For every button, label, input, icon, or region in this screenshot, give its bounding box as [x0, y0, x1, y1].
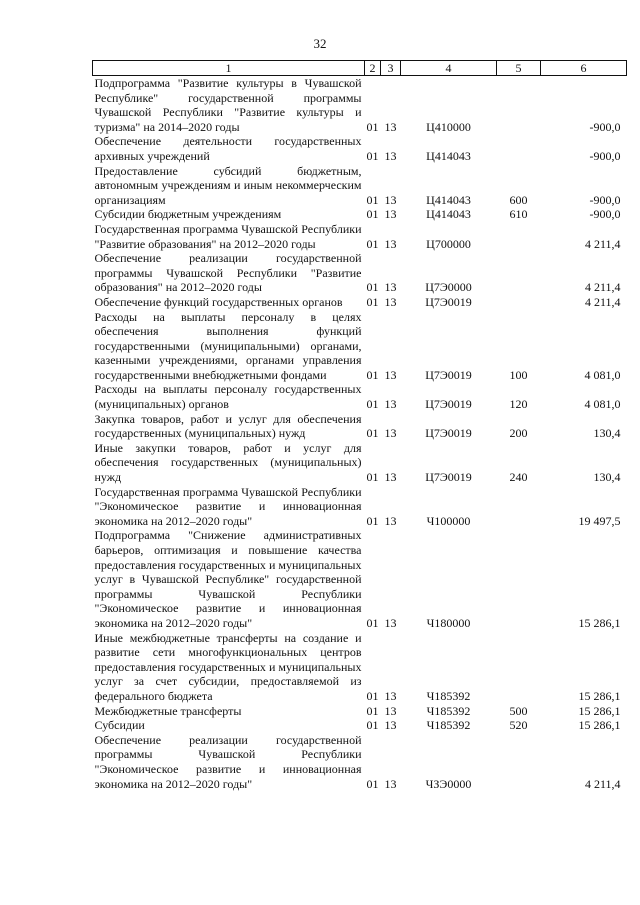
subsection-code: 13: [384, 236, 397, 251]
table-row: [93, 251, 627, 295]
expense-type-code: 600: [509, 192, 528, 207]
amount: 130,4: [593, 426, 621, 441]
section-code: 01: [366, 207, 379, 222]
subsection-code: 13: [384, 718, 397, 733]
subsection-code: 13: [384, 513, 397, 528]
expense-type-code: [497, 134, 541, 163]
expense-name: Предоставление субсидий бюджетным, автономным учреждениям и иным некоммерческим организациям: [94, 163, 362, 207]
amount: 4 211,4: [584, 236, 621, 251]
table-row: [93, 704, 627, 719]
expense-type-code: 120: [509, 397, 528, 412]
table-row: [93, 134, 627, 163]
expense-name: Расходы на выплаты персоналу в целях обеспечения выполнения функций государственными (муниципальными) органами, казенными учреждениями, органами управления государственными внебюджетными фондами: [94, 309, 362, 382]
subsection-code: 13: [384, 470, 397, 485]
amount: -900,0: [589, 192, 621, 207]
expense-type-code: [497, 295, 541, 310]
expense-type-code: [497, 733, 541, 791]
expense-name: Государственная программа Чувашской Республики "Развитие образования" на 2012–2020 годы: [94, 221, 362, 251]
target-article-code: Ц7Э0019: [425, 397, 472, 412]
table-row: [93, 222, 627, 251]
subsection-code: 13: [384, 703, 397, 718]
expense-name: Расходы на выплаты персоналу государственных (муниципальных) органов: [94, 382, 362, 412]
target-article-code: Ч100000: [426, 513, 471, 528]
subsection-code: 13: [384, 776, 397, 791]
column-header: 6: [541, 61, 627, 76]
section-code: 01: [366, 513, 379, 528]
subsection-code: 13: [384, 615, 397, 630]
section-code: 01: [366, 192, 379, 207]
section-code: 01: [366, 119, 379, 134]
table-row: [93, 733, 627, 791]
amount: 15 286,1: [578, 703, 621, 718]
amount: 4 211,4: [584, 294, 621, 309]
section-code: 01: [366, 397, 379, 412]
table-row: [93, 412, 627, 441]
expense-type-code: 100: [509, 367, 528, 382]
expense-name: Субсидии: [94, 718, 145, 733]
section-code: 01: [366, 776, 379, 791]
amount: 4 211,4: [584, 280, 621, 295]
target-article-code: Ч185392: [426, 688, 471, 703]
section-code: 01: [366, 615, 379, 630]
amount: -900,0: [589, 148, 621, 163]
section-code: 01: [366, 148, 379, 163]
subsection-code: 13: [384, 688, 397, 703]
expense-type-code: 200: [509, 426, 528, 441]
subsection-code: 13: [384, 207, 397, 222]
expense-type-code: [497, 76, 541, 135]
subsection-code: 13: [384, 192, 397, 207]
section-code: 01: [366, 294, 379, 309]
page-number: 32: [313, 36, 327, 51]
amount: -900,0: [589, 119, 621, 134]
section-code: 01: [366, 236, 379, 251]
section-code: 01: [366, 688, 379, 703]
table-row: [93, 631, 627, 704]
column-number-row: [93, 61, 627, 76]
table-row: [93, 295, 627, 310]
target-article-code: Ц414043: [426, 192, 471, 207]
target-article-code: Ч180000: [426, 615, 471, 630]
expense-type-code: [497, 485, 541, 529]
expense-type-code: [497, 528, 541, 630]
expense-name: Обеспечение функций государственных органов: [94, 294, 343, 309]
target-article-code: ЧЗЭ0000: [425, 776, 472, 791]
amount: 15 286,1: [578, 615, 621, 630]
expense-name: Обеспечение реализации государственной программы Чувашской Республики "Развитие образования" на 2012–2020 годы: [94, 251, 362, 295]
subsection-code: 13: [384, 280, 397, 295]
subsection-code: 13: [384, 294, 397, 309]
expense-name: Обеспечение реализации государственной программы Чувашской Республики "Экономическое развитие и инновационная экономика на 2012–2020 годы": [94, 732, 362, 791]
expense-name: Иные межбюджетные трансферты на создание и развитие сети многофункциональных центров предоставления государственных и муниципальных услуг за счет субсидии, предоставляемой из федерального бюджета: [94, 630, 362, 703]
target-article-code: Ц414043: [426, 207, 471, 222]
expense-name: Субсидии бюджетным учреждениям: [94, 207, 282, 222]
budget-table: [92, 60, 627, 791]
column-header: 4: [401, 61, 497, 76]
target-article-code: Ц7Э0019: [425, 426, 472, 441]
subsection-code: 13: [384, 148, 397, 163]
target-article-code: Ц7Э0019: [425, 367, 472, 382]
amount: -900,0: [589, 207, 621, 222]
target-article-code: Ц7Э0019: [425, 294, 472, 309]
section-code: 01: [366, 718, 379, 733]
amount: 130,4: [593, 470, 621, 485]
expense-type-code: [497, 631, 541, 704]
table-row: [93, 382, 627, 411]
section-code: 01: [366, 470, 379, 485]
expense-type-code: 500: [509, 703, 528, 718]
expense-type-code: [497, 251, 541, 295]
expense-name: Закупка товаров, работ и услуг для обеспечения государственных (муниципальных) нужд: [94, 411, 362, 441]
expense-name: Подпрограмма "Развитие культуры в Чувашской Республике" государственной программы Чувашской Республики "Развитие культуры и туризма" на 2014–2020 годы: [94, 76, 362, 134]
target-article-code: Ц7Э0000: [425, 280, 472, 295]
column-header: 5: [497, 61, 541, 76]
amount: 19 497,5: [578, 513, 621, 528]
table-row: [93, 718, 627, 733]
amount: 4 081,0: [584, 367, 621, 382]
expense-name: Государственная программа Чувашской Республики "Экономическое развитие и инновационная экономика на 2012–2020 годы": [94, 484, 362, 528]
subsection-code: 13: [384, 119, 397, 134]
amount: 4 211,4: [584, 776, 621, 791]
table-row: [93, 164, 627, 208]
subsection-code: 13: [384, 426, 397, 441]
table-row: [93, 207, 627, 222]
target-article-code: Ц410000: [426, 119, 471, 134]
section-code: 01: [366, 426, 379, 441]
amount: 4 081,0: [584, 397, 621, 412]
target-article-code: Ц700000: [426, 236, 471, 251]
expense-type-code: 520: [509, 718, 528, 733]
subsection-code: 13: [384, 397, 397, 412]
expense-type-code: 610: [509, 207, 528, 222]
expense-name: Подпрограмма "Снижение административных барьеров, оптимизация и повышение качества предоставления государственных и муниципальных услуг в Чувашской Республике" государственной программы Чувашской Республики "Экономическое развитие и инновационная экономика на 2012–2020 годы": [94, 528, 362, 630]
column-header: 3: [381, 61, 401, 76]
table-row: [93, 441, 627, 485]
amount: 15 286,1: [578, 688, 621, 703]
table-row: [93, 485, 627, 529]
expense-name: Обеспечение деятельности государственных архивных учреждений: [94, 134, 362, 163]
column-header: 2: [365, 61, 381, 76]
target-article-code: Ц7Э0019: [425, 470, 472, 485]
expense-type-code: [497, 222, 541, 251]
table-row: [93, 528, 627, 630]
expense-type-code: 240: [509, 470, 528, 485]
table-row: [93, 310, 627, 383]
target-article-code: Ч185392: [426, 703, 471, 718]
section-code: 01: [366, 367, 379, 382]
section-code: 01: [366, 703, 379, 718]
table-row: [93, 76, 627, 135]
column-header: 1: [93, 61, 365, 76]
section-code: 01: [366, 280, 379, 295]
target-article-code: Ц414043: [426, 148, 471, 163]
expense-name: Межбюджетные трансферты: [94, 703, 242, 718]
subsection-code: 13: [384, 367, 397, 382]
target-article-code: Ч185392: [426, 718, 471, 733]
amount: 15 286,1: [578, 718, 621, 733]
expense-name: Иные закупки товаров, работ и услуг для обеспечения государственных (муниципальных) нужд: [94, 440, 362, 485]
